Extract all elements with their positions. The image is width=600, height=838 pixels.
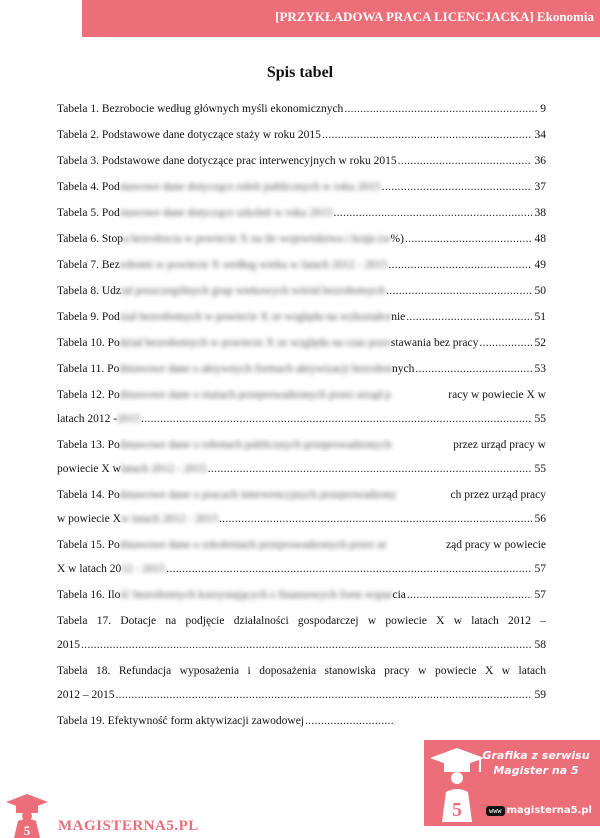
toc-entry-text: Tabela 5. Pod bbox=[57, 207, 120, 219]
toc-entry[interactable] bbox=[57, 310, 546, 324]
toc-entry-text-tail: ch przez urząd pracy bbox=[450, 489, 546, 501]
dot-leader bbox=[116, 688, 532, 702]
toc-entry-text-blurred: dział bezrobotnych w powiecie X ze względu na czas pozo bbox=[119, 337, 391, 349]
page-number: 49 bbox=[534, 259, 546, 271]
toc-row bbox=[57, 232, 546, 246]
toc-entry[interactable] bbox=[57, 128, 546, 142]
toc-entry-text-tail: racy w powiecie X w bbox=[448, 389, 546, 401]
toc-line-2 bbox=[57, 412, 546, 426]
toc-entry[interactable] bbox=[57, 438, 546, 476]
dot-leader bbox=[333, 206, 531, 220]
toc-line-1 bbox=[57, 388, 546, 402]
toc-line-2 bbox=[57, 688, 546, 702]
toc-entry-text: Tabela 10. Po bbox=[57, 337, 120, 349]
dot-leader bbox=[219, 512, 532, 526]
page-number: 48 bbox=[534, 233, 546, 245]
toc-entry[interactable] bbox=[57, 488, 546, 526]
toc-row bbox=[57, 336, 546, 350]
toc-entry[interactable] bbox=[57, 664, 546, 702]
toc-entry-text: Tabela 3. Podstawowe dane dotyczące prac interwencyjnych w roku 2015 bbox=[57, 155, 397, 167]
toc-line-1 bbox=[57, 538, 546, 552]
toc-row bbox=[57, 362, 546, 376]
toc-entry-text-blurred: robotni w powiecie X według wieku w latach 2012 - 2015 bbox=[119, 259, 388, 271]
toc-entry[interactable] bbox=[57, 154, 546, 168]
graduate-icon bbox=[428, 740, 486, 826]
dot-leader bbox=[388, 258, 531, 272]
toc-entry-text-tail: %) bbox=[390, 233, 404, 245]
www-badge: www bbox=[486, 806, 505, 816]
toc-line-2 bbox=[57, 512, 546, 526]
toc-entry-text-blurred: dstawowe dane o aktywnych formach aktywizacji bezrobot bbox=[119, 363, 393, 375]
toc-entry-text: Tabela 6. Stop bbox=[57, 233, 123, 245]
page-number: 51 bbox=[534, 311, 546, 323]
dot-leader bbox=[166, 562, 531, 576]
dot-leader bbox=[407, 588, 532, 602]
toc-row bbox=[57, 154, 546, 168]
dot-leader bbox=[415, 362, 531, 376]
toc-entry-text: Tabela 14. Po bbox=[57, 489, 120, 501]
dot-leader bbox=[382, 180, 532, 194]
logo-icon bbox=[4, 792, 50, 838]
toc-entry-text-blurred: dstawowe dane o szkoleniach przeprowadzonych przez ur bbox=[119, 539, 387, 551]
toc-entry-text-blurred: stawowe dane dotyczące szkoleń w roku 2015 bbox=[119, 207, 333, 219]
page-number: 56 bbox=[534, 513, 546, 525]
page-number: 34 bbox=[534, 129, 546, 141]
toc-entry[interactable] bbox=[57, 284, 546, 298]
toc-entry[interactable] bbox=[57, 180, 546, 194]
toc-entry-text-tail: nych bbox=[392, 363, 415, 375]
promo-url[interactable]: magisterna5.pl bbox=[506, 805, 592, 816]
header-bar bbox=[82, 0, 600, 37]
page-number: 57 bbox=[534, 589, 546, 601]
toc-entry-text-tail: przez urząd pracy w bbox=[453, 439, 546, 451]
toc-entry-text-tail: cia bbox=[392, 589, 406, 601]
toc-entry-text: powiecie X w bbox=[57, 463, 121, 475]
toc-line-1: Tabela 18. Refundacja wyposażenia i doposażenia stanowiska pracy w powiecie X w latach bbox=[57, 665, 546, 677]
toc-entry-text: Tabela 1. Bezrobocie według głównych myśli ekonomicznych bbox=[57, 103, 344, 115]
page-number: 36 bbox=[534, 155, 546, 167]
toc-row bbox=[57, 128, 546, 142]
svg-text:5: 5 bbox=[23, 823, 31, 838]
toc-entry-text-blurred: dstawowe dane o stażach przeprowadzonych przez urząd p bbox=[119, 389, 391, 401]
toc-entry-text: Tabela 7. Bez bbox=[57, 259, 120, 271]
dot-leader bbox=[344, 102, 537, 116]
toc-entry-text: Tabela 4. Pod bbox=[57, 181, 120, 193]
dot-leader bbox=[405, 232, 532, 246]
toc-entry[interactable] bbox=[57, 258, 546, 272]
dot-leader bbox=[406, 310, 531, 324]
toc-entry-text-blurred: 12 - 2015 bbox=[121, 563, 166, 575]
toc-entry-text: Tabela 2. Podstawowe dane dotyczące staży w roku 2015 bbox=[57, 129, 321, 141]
toc-entry-text-blurred: w latach 2012 - 2015 bbox=[120, 513, 218, 525]
toc-entry[interactable] bbox=[57, 388, 546, 426]
toc-entry-text-blurred: stawowe dane dotyczące robót publicznych w roku 2015 bbox=[119, 181, 381, 193]
toc-entry-text: w powiecie X bbox=[57, 513, 121, 525]
toc-row bbox=[57, 258, 546, 272]
toc-entry-text-blurred: ść bezrobotnych korzystających z finansowych form wspar bbox=[120, 589, 393, 601]
toc-entry-text-tail: nie bbox=[391, 311, 406, 323]
toc-row bbox=[57, 102, 546, 116]
toc-entry[interactable] bbox=[57, 206, 546, 220]
toc-entry-text: 2012 – 2015 bbox=[57, 689, 115, 701]
logo-text: MAGISTERNA5.PL bbox=[58, 818, 199, 834]
toc-entry[interactable] bbox=[57, 102, 546, 116]
toc-entry-text-blurred: iał poszczególnych grup wiekowych wśród bezrobotnych bbox=[121, 285, 386, 297]
svg-text:5: 5 bbox=[452, 799, 462, 821]
page-number: 38 bbox=[534, 207, 546, 219]
page-title: Spis tabel bbox=[266, 64, 334, 81]
page-number: 55 bbox=[534, 413, 546, 425]
toc-entry-text: 2015 bbox=[57, 639, 80, 651]
dot-leader bbox=[305, 714, 395, 728]
toc-entry-text: Tabela 15. Po bbox=[57, 539, 120, 551]
promo-banner[interactable] bbox=[424, 740, 600, 826]
page-number: 9 bbox=[540, 103, 546, 115]
dot-leader bbox=[386, 284, 531, 298]
toc-entry[interactable] bbox=[57, 336, 546, 350]
dot-leader bbox=[81, 638, 532, 652]
toc-entry-text-tail: ząd pracy w powiecie bbox=[446, 539, 546, 551]
toc-entry[interactable] bbox=[57, 538, 546, 576]
toc-entry-text-blurred: ział bezrobotnych w powiecie X ze względu na wykształce bbox=[119, 311, 392, 323]
toc-row bbox=[57, 310, 546, 324]
toc-entry-text: latach 2012 - bbox=[57, 413, 118, 425]
toc-entry-text-blurred: dstawowe dane o robotach publicznych przeprowadzonych bbox=[119, 439, 392, 451]
toc-entry-text-tail: stawania bez pracy bbox=[390, 337, 479, 349]
dot-leader bbox=[208, 462, 532, 476]
toc-line-2 bbox=[57, 562, 546, 576]
toc-line-1: Tabela 17. Dotacje na podjęcie działalności gospodarczej w powiecie X w latach 2012 – bbox=[57, 615, 546, 627]
toc-entry-text: Tabela 9. Pod bbox=[57, 311, 120, 323]
toc-entry-text: Tabela 8. Udz bbox=[57, 285, 122, 297]
header-text: [PRZYKŁADOWA PRACA LICENCJACKA] Ekonomia bbox=[275, 9, 594, 24]
toc-entry-text-blurred: latach 2012 - 2015 bbox=[120, 463, 207, 475]
toc-entry-text: Tabela 13. Po bbox=[57, 439, 120, 451]
dot-leader bbox=[322, 128, 532, 142]
page-number: 53 bbox=[534, 363, 546, 375]
toc-entry-text: Tabela 16. Ilo bbox=[57, 589, 121, 601]
toc-line-2 bbox=[57, 462, 546, 476]
toc-row bbox=[57, 284, 546, 298]
toc-entry[interactable] bbox=[57, 232, 546, 246]
page-number: 37 bbox=[534, 181, 546, 193]
page-number: 59 bbox=[534, 689, 546, 701]
toc-entry[interactable] bbox=[57, 714, 546, 728]
toc-entry-text-blurred: 2015 bbox=[117, 413, 141, 425]
toc-entry[interactable] bbox=[57, 614, 546, 652]
toc-entry-text-blurred: dstawowe dane o pracach interwencyjnych przeprowadzony bbox=[119, 489, 397, 501]
toc-entry-text: Tabela 11. Po bbox=[57, 363, 120, 375]
page-number: 50 bbox=[534, 285, 546, 297]
toc-entry[interactable] bbox=[57, 362, 546, 376]
toc-entry-text: Tabela 12. Po bbox=[57, 389, 120, 401]
table-of-tables bbox=[57, 102, 546, 740]
toc-row bbox=[57, 180, 546, 194]
dot-leader bbox=[398, 154, 532, 168]
dot-leader bbox=[479, 336, 531, 350]
toc-line-2 bbox=[57, 638, 546, 652]
toc-line-1 bbox=[57, 488, 546, 502]
page-number: 58 bbox=[534, 639, 546, 651]
promo-text: Grafika z serwisu Magister na 5 bbox=[482, 749, 590, 777]
toc-row bbox=[57, 588, 546, 602]
page-number: 52 bbox=[534, 337, 546, 349]
page-number: 55 bbox=[534, 463, 546, 475]
toc-row bbox=[57, 206, 546, 220]
toc-entry[interactable] bbox=[57, 588, 546, 602]
toc-entry-text-blurred: a bezrobocia w powiecie X na tle województwa i kraju (w bbox=[122, 233, 391, 245]
page-number: 57 bbox=[534, 563, 546, 575]
toc-entry-text: Tabela 19. Efektywność form aktywizacji zawodowej bbox=[57, 715, 304, 727]
toc-line-1 bbox=[57, 438, 546, 452]
dot-leader bbox=[141, 412, 531, 426]
toc-entry-text: X w latach 20 bbox=[57, 563, 122, 575]
